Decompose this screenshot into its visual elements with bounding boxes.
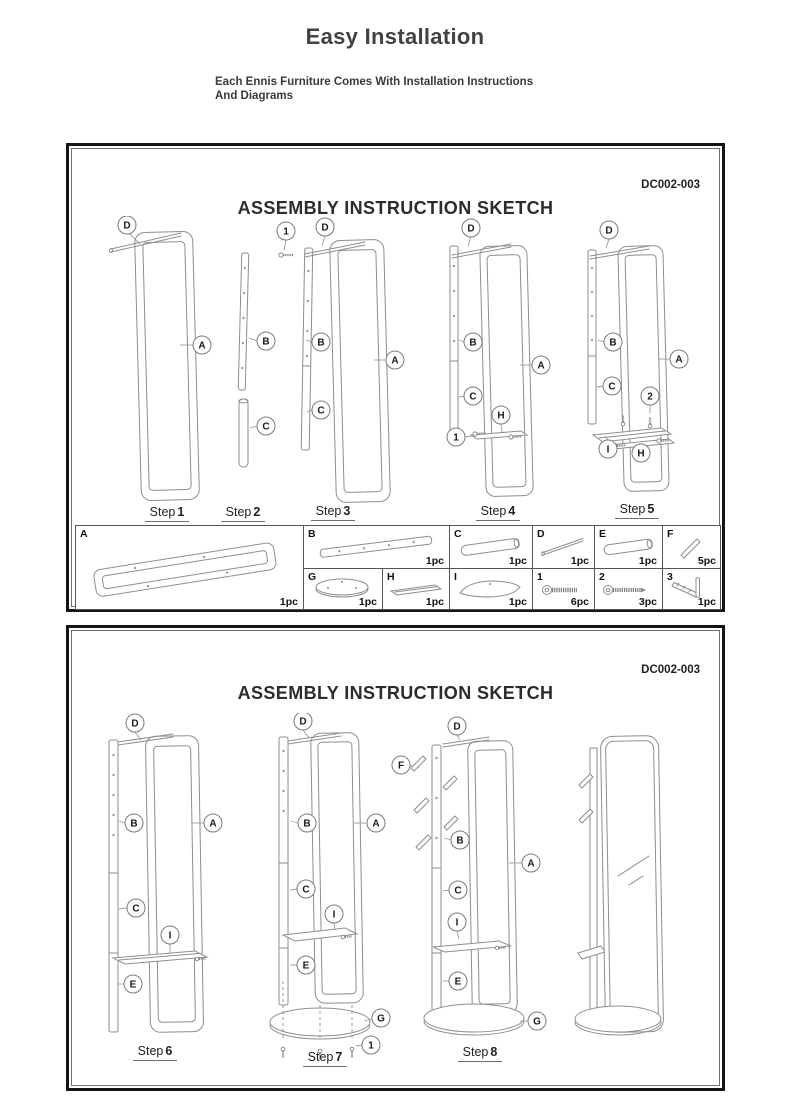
svg-text:A: A	[537, 360, 545, 372]
svg-text:I: I	[332, 909, 336, 921]
svg-text:2: 2	[647, 391, 653, 403]
screw-icon	[350, 1047, 354, 1058]
callout-h	[632, 444, 650, 462]
callout-1	[447, 428, 465, 446]
step-1-diagram	[109, 216, 211, 522]
svg-text:A: A	[391, 355, 399, 367]
callout-b	[464, 333, 482, 351]
part-cell-allen-key	[663, 569, 721, 609]
part-cell-a	[76, 526, 304, 609]
svg-text:D: D	[131, 718, 139, 730]
step-4-label: Step 4	[480, 504, 516, 518]
part-cell-g	[304, 569, 383, 609]
part-count: 1pc	[508, 555, 527, 567]
callout-b	[298, 814, 316, 832]
callout-f	[392, 756, 410, 774]
callout-a	[670, 350, 688, 368]
part-count: 1pc	[508, 596, 527, 608]
part-cell-h	[383, 569, 450, 609]
instruction-panel-1	[66, 143, 725, 612]
part-cell-screw1	[533, 569, 595, 609]
instruction-panel-2	[66, 625, 725, 1091]
part-count: 1pc	[425, 596, 444, 608]
screw-icon	[281, 1047, 285, 1058]
svg-text:C: C	[302, 884, 310, 896]
svg-text:A: A	[209, 818, 217, 830]
svg-text:B: B	[317, 337, 325, 349]
assembled-product-drawing	[575, 736, 664, 1035]
svg-text:A: A	[675, 354, 683, 366]
part-label: A	[80, 528, 88, 540]
step-8-label: Step 8	[462, 1045, 498, 1059]
callout-2	[641, 387, 659, 405]
callout-a	[367, 814, 385, 832]
part-count: 1pc	[638, 555, 657, 567]
screw-icon	[648, 417, 652, 428]
step-7-diagram	[270, 713, 390, 1067]
part-label: I	[454, 571, 457, 583]
svg-text:I: I	[168, 930, 172, 942]
part-label: D	[537, 528, 545, 540]
callout-b	[257, 332, 275, 350]
svg-text:B: B	[456, 835, 464, 847]
part-label: B	[308, 528, 316, 540]
svg-text:E: E	[129, 979, 137, 991]
page-title: Easy Installation	[305, 24, 485, 49]
part-cell-c	[450, 526, 533, 569]
step-6-label: Step 6	[137, 1044, 173, 1058]
subtitle-line-2: And Diagrams	[215, 89, 293, 102]
svg-text:C: C	[317, 405, 325, 417]
svg-text:D: D	[299, 716, 307, 728]
callout-d	[126, 714, 144, 732]
part-count: 1pc	[425, 555, 444, 567]
svg-text:H: H	[497, 410, 505, 422]
callout-i	[161, 926, 179, 944]
svg-text:I: I	[606, 444, 610, 456]
svg-text:D: D	[467, 223, 475, 235]
svg-text:D: D	[321, 222, 329, 234]
callout-e	[124, 975, 142, 993]
svg-text:B: B	[262, 336, 270, 348]
screw-icon	[621, 415, 625, 426]
svg-text:F: F	[397, 760, 405, 772]
step-7-label: Step 7	[307, 1050, 343, 1064]
callout-a	[532, 356, 550, 374]
svg-text:H: H	[637, 448, 645, 460]
callout-b	[604, 333, 622, 351]
step-5-diagram	[588, 221, 688, 519]
callout-1	[277, 222, 295, 240]
parts-table	[75, 525, 721, 610]
svg-text:C: C	[608, 381, 616, 393]
svg-text:1: 1	[368, 1040, 374, 1052]
part-cell-e	[595, 526, 663, 569]
part-label: 2	[599, 571, 605, 583]
svg-text:D: D	[453, 721, 461, 733]
callout-a	[522, 854, 540, 872]
part-count: 1pc	[570, 555, 589, 567]
step-5-label: Step 5	[619, 502, 655, 516]
callout-c	[312, 401, 330, 419]
part-label: C	[454, 528, 462, 540]
callout-a	[386, 351, 404, 369]
part-count: 6pc	[570, 596, 589, 608]
part-cell-d	[533, 526, 595, 569]
callout-d	[316, 218, 334, 236]
part-cell-screw2	[595, 569, 663, 609]
step-4-diagram	[447, 219, 550, 521]
svg-text:C: C	[262, 421, 270, 433]
callout-c	[257, 417, 275, 435]
part-count: 3pc	[638, 596, 657, 608]
svg-text:1: 1	[283, 226, 289, 238]
panel-2-code: DC002-003	[641, 664, 700, 676]
callout-d	[118, 216, 136, 234]
callout-d	[600, 221, 618, 239]
step-2-label: Step 2	[225, 505, 261, 519]
callout-e	[297, 956, 315, 974]
svg-text:D: D	[123, 220, 131, 232]
svg-text:C: C	[454, 885, 462, 897]
callout-d	[448, 717, 466, 735]
svg-text:C: C	[469, 391, 477, 403]
callout-c	[464, 387, 482, 405]
part-label: G	[308, 571, 317, 583]
svg-text:A: A	[198, 340, 206, 352]
callout-c	[449, 881, 467, 899]
step-1-label: Step 1	[149, 505, 185, 519]
part-cell-i	[450, 569, 533, 609]
svg-text:A: A	[372, 818, 380, 830]
page-subtitle	[215, 76, 560, 103]
step-3-label: Step 3	[315, 504, 351, 518]
part-label: 3	[667, 571, 673, 583]
callout-g	[528, 1012, 546, 1030]
svg-text:B: B	[303, 818, 311, 830]
step-8-diagram	[392, 717, 546, 1062]
panel-1-code: DC002-003	[641, 179, 700, 191]
svg-text:G: G	[533, 1016, 541, 1028]
callout-c	[603, 377, 621, 395]
svg-text:E: E	[454, 976, 462, 988]
callout-b	[451, 831, 469, 849]
callout-a	[193, 336, 211, 354]
callout-i	[325, 905, 343, 923]
part-count: 1pc	[697, 596, 716, 608]
part-count: 1pc	[279, 596, 298, 608]
part-label: H	[387, 571, 395, 583]
svg-text:E: E	[302, 960, 310, 972]
svg-text:B: B	[609, 337, 617, 349]
callout-d	[462, 219, 480, 237]
step-6-diagram	[109, 714, 222, 1061]
part-label: 1	[537, 571, 543, 583]
callout-d	[294, 713, 312, 730]
panel-2-diagrams	[69, 713, 722, 1085]
part-count: 1pc	[358, 596, 377, 608]
callout-c	[297, 880, 315, 898]
step-3-diagram	[277, 218, 404, 521]
part-label: E	[599, 528, 607, 540]
panel-1-diagrams	[69, 216, 722, 522]
svg-text:B: B	[469, 337, 477, 349]
callout-c	[127, 899, 145, 917]
svg-text:G: G	[377, 1013, 385, 1025]
callout-i	[599, 440, 617, 458]
callout-1	[362, 1036, 380, 1054]
part-a-frame-sketch	[76, 526, 304, 609]
part-label: F	[667, 528, 674, 540]
svg-text:I: I	[455, 917, 459, 929]
svg-text:B: B	[130, 818, 138, 830]
callout-g	[372, 1009, 390, 1027]
svg-text:D: D	[605, 225, 613, 237]
svg-text:A: A	[527, 858, 535, 870]
screw-icon	[279, 253, 293, 257]
callout-e	[449, 972, 467, 990]
svg-text:C: C	[132, 903, 140, 915]
part-count: 5pc	[697, 555, 716, 567]
callout-h	[492, 406, 510, 424]
svg-text:1: 1	[453, 432, 459, 444]
subtitle-line-1: Each Ennis Furniture Comes With Installation Instructions	[215, 76, 534, 88]
panel-1-title: ASSEMBLY INSTRUCTION SKETCH	[237, 198, 554, 218]
callout-b	[125, 814, 143, 832]
step-2-diagram	[221, 253, 275, 522]
callout-a	[204, 814, 222, 832]
part-cell-b	[304, 526, 450, 569]
callout-b	[312, 333, 330, 351]
callout-i	[448, 913, 466, 931]
part-cell-f	[663, 526, 721, 569]
panel-2-title: ASSEMBLY INSTRUCTION SKETCH	[237, 683, 554, 703]
